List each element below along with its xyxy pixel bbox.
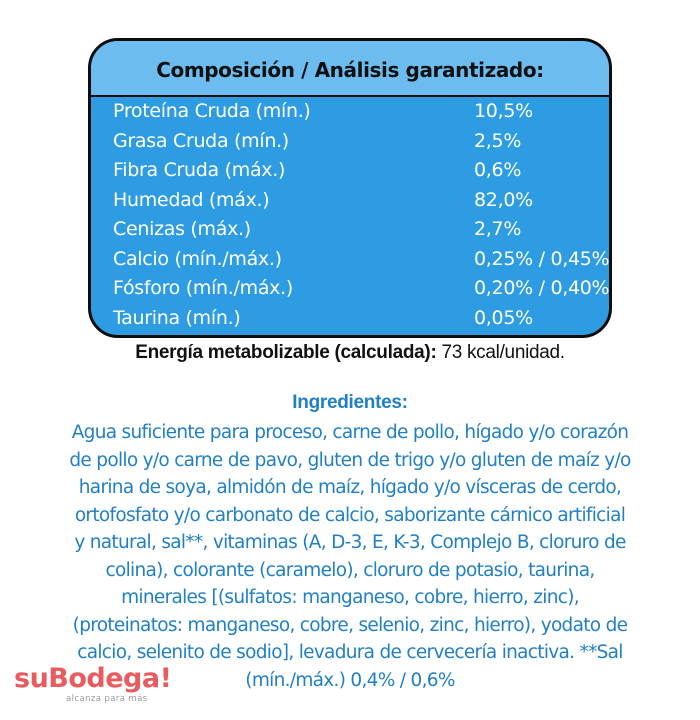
nutrient-row bbox=[91, 215, 609, 245]
energy-statement bbox=[0, 342, 700, 364]
ingredients-line: de pollo y/o carne de pavo, gluten de trigo y/o gluten de maíz y/o bbox=[69, 449, 631, 471]
nutrient-name: Proteína Cruda (mín.) bbox=[113, 100, 311, 122]
ingredients-line: (proteinatos: manganeso, cobre, selenio, zinc, hierro), yodato de bbox=[72, 614, 628, 636]
ingredients-line: ortofosfato y/o carbonato de calcio, saborizante cárnico artificial bbox=[74, 504, 626, 526]
brand-tagline: alcanza para más bbox=[66, 694, 148, 704]
ingredients-line: minerales [(sulfatos: manganeso, cobre, hierro, zinc), bbox=[121, 587, 579, 608]
nutrient-row bbox=[91, 186, 609, 216]
ingredients-line: harina de soya, almidón de maíz, hígado y/o vísceras de cerdo, bbox=[78, 477, 622, 498]
nutrient-name: Grasa Cruda (mín.) bbox=[113, 129, 289, 152]
ingredients-heading: Ingredientes: bbox=[292, 392, 408, 413]
nutrient-name: Fibra Cruda (máx.) bbox=[113, 159, 286, 181]
energy-value: 73 kcal/unidad. bbox=[441, 342, 565, 363]
energy-label: Energía metabolizable (calculada): bbox=[135, 342, 437, 363]
nutrient-name: Cenizas (máx.) bbox=[113, 218, 251, 240]
nutrient-row bbox=[91, 245, 609, 275]
nutrient-value: 0,05% bbox=[474, 306, 533, 329]
nutrient-row bbox=[91, 97, 609, 127]
nutrient-value: 2,5% bbox=[474, 129, 522, 152]
ingredients-line: Agua suficiente para proceso, carne de pollo, hígado y/o corazón bbox=[71, 422, 629, 443]
ingredients-line: y natural, sal**, vitaminas (A, D-3, E, K-3, Complejo B, cloruro de bbox=[74, 532, 626, 553]
ingredients-line: calcio, selenito de sodio], levadura de cervecería inactiva. **Sal bbox=[77, 642, 623, 663]
nutrient-row bbox=[91, 156, 609, 186]
ingredients-text bbox=[60, 419, 640, 694]
nutrient-value: 82,0% bbox=[474, 188, 533, 211]
nutrient-row bbox=[91, 127, 609, 157]
nutrient-row bbox=[91, 304, 609, 334]
ingredients-line: colina), colorante (caramelo), cloruro de potasio, taurina, bbox=[105, 559, 595, 581]
nutrient-name: Calcio (mín./máx.) bbox=[113, 247, 282, 270]
nutrient-value: 0,25% / 0,45% bbox=[474, 247, 610, 270]
nutrient-name: Taurina (mín.) bbox=[113, 306, 241, 329]
analysis-title: Composición / Análisis garantizado: bbox=[156, 58, 544, 82]
nutrient-row bbox=[91, 274, 609, 304]
ingredients-line: (mín./máx.) 0,4% / 0,6% bbox=[245, 669, 455, 691]
analysis-rows bbox=[91, 97, 609, 333]
analysis-header bbox=[91, 41, 609, 97]
brand-wordmark: suBodega! bbox=[14, 663, 172, 694]
nutrient-name: Humedad (máx.) bbox=[113, 188, 270, 211]
nutrient-value: 0,6% bbox=[474, 159, 522, 181]
brand-watermark-logo bbox=[14, 663, 172, 708]
nutrient-value: 0,20% / 0,40% bbox=[474, 277, 610, 299]
nutrient-value: 2,7% bbox=[474, 218, 522, 240]
guaranteed-analysis-table bbox=[88, 38, 612, 338]
nutrient-value: 10,5% bbox=[474, 100, 533, 122]
nutrient-name: Fósforo (mín./máx.) bbox=[113, 277, 293, 299]
